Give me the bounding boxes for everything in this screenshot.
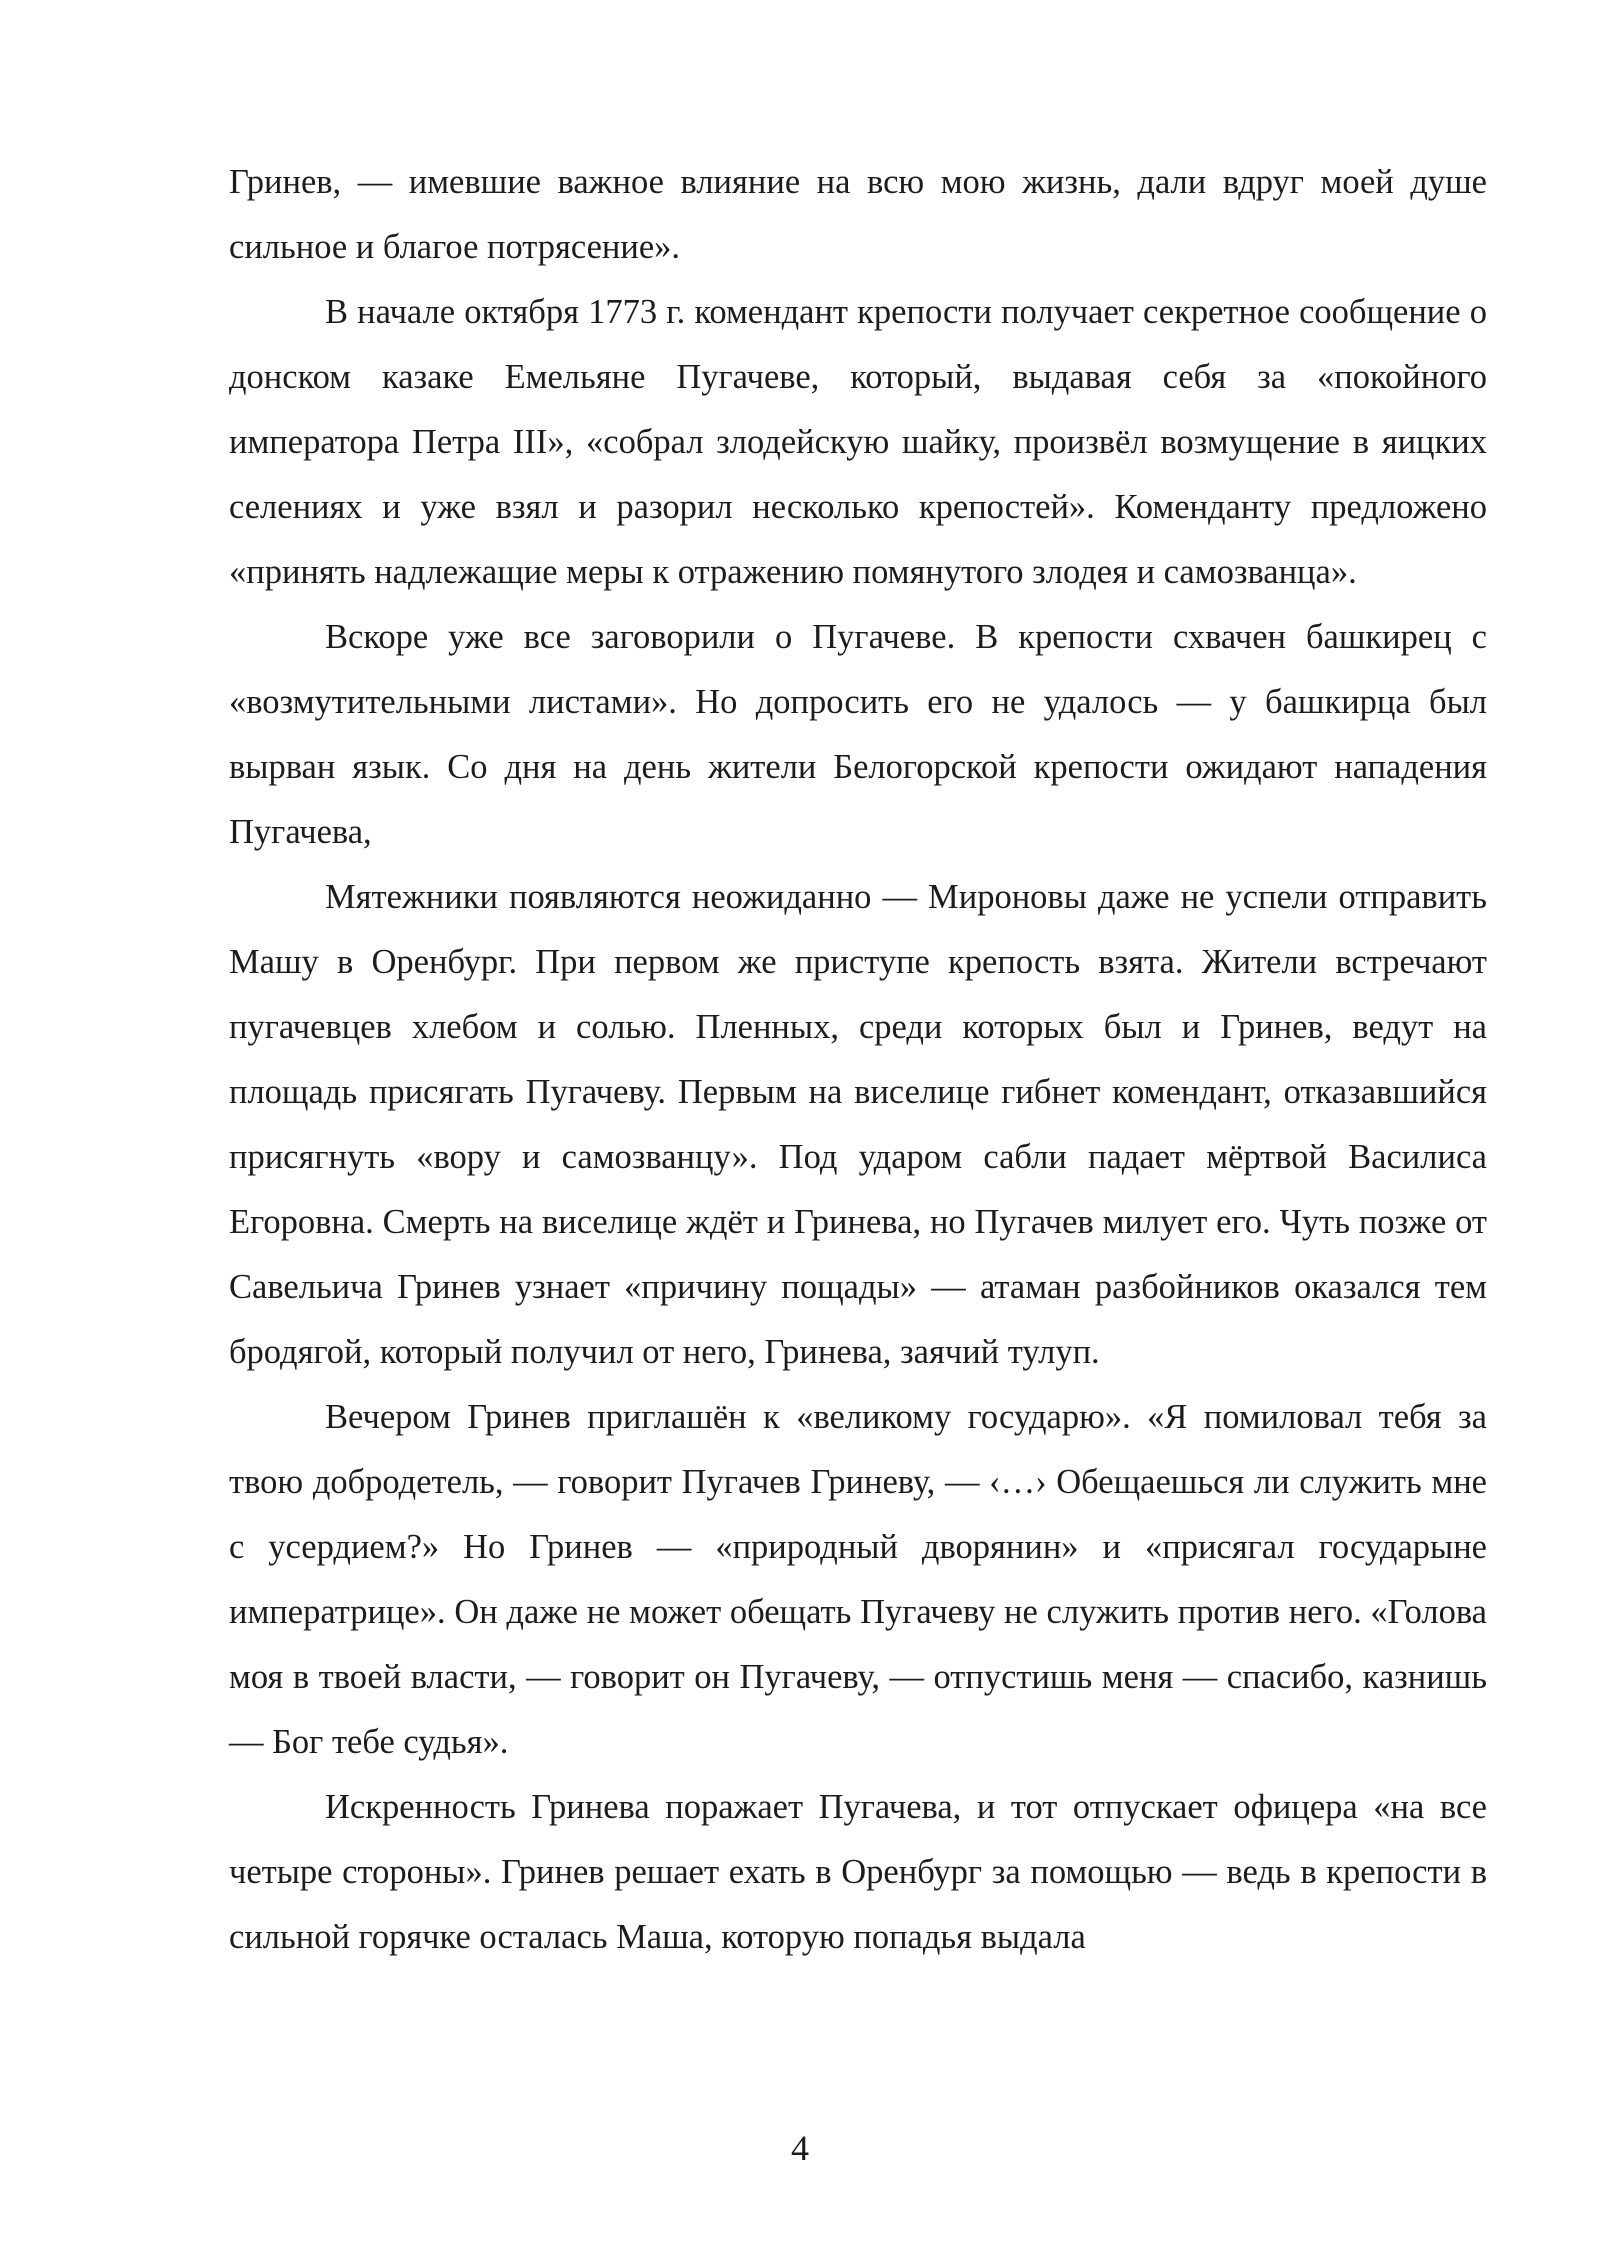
body-text	[229, 150, 1487, 1970]
paragraph: Искренность Гринева поражает Пугачева, и тот отпускает офицера «на все четыре стороны». Гринев решает ехать в Оренбург за помощью — ведь в крепости в сильной горячке осталась Маша, которую попадья выдала	[229, 1788, 1487, 1956]
paragraph: В начале октября 1773 г. комендант крепости получает секретное сообщение о донском казаке Емельяне Пугачеве, который, выдавая себя за «покойного императора Петра III», «собрал злодейскую шайку, произвёл возмущение в яицких селениях и уже взял и разорил несколько крепостей». Коменданту предложено «принять надлежащие меры к отражению помянутого злодея и самозванца».	[229, 293, 1487, 591]
page-number: 4	[791, 2128, 809, 2168]
paragraph: Вечером Гринев приглашён к «великому государю». «Я помиловал тебя за твою добродетель, — говорит Пугачев Гриневу, — ‹…› Обещаешься ли служить мне с усердием?» Но Гринев — «природный дворянин» и «присягал государыне императрице». Он даже не может обещать Пугачеву не служить против него. «Голова моя в твоей власти, — говорит он Пугачеву, — отпустишь меня — спасибо, казнишь — Бог тебе судья».	[229, 1398, 1487, 1761]
paragraph: Вскоре уже все заговорили о Пугачеве. В крепости схвачен башкирец с «возмутительными листами». Но допросить его не удалось — у башкирца был вырван язык. Со дня на день жители Белогорской крепости ожидают нападения Пугачева,	[229, 618, 1487, 851]
paragraph: Мятежники появляются неожиданно — Мироновы даже не успели отправить Машу в Оренбург. При первом же приступе крепость взята. Жители встречают пугачевцев хлебом и солью. Пленных, среди которых был и Гринев, ведут на площадь присягать Пугачеву. Первым на виселице гибнет комендант, отказавшийся присягнуть «вору и самозванцу». Под ударом сабли падает мёртвой Василиса Егоровна. Смерть на виселице ждёт и Гринева, но Пугачев милует его. Чуть позже от Савельича Гринев узнает «причину пощады» — атаман разбойников оказался тем бродягой, который получил от него, Гринева, заячий тулуп.	[229, 878, 1487, 1371]
paragraph-continued: Гринев, — имевшие важное влияние на всю мою жизнь, дали вдруг моей душе сильное и благое потрясение».	[229, 163, 1487, 266]
